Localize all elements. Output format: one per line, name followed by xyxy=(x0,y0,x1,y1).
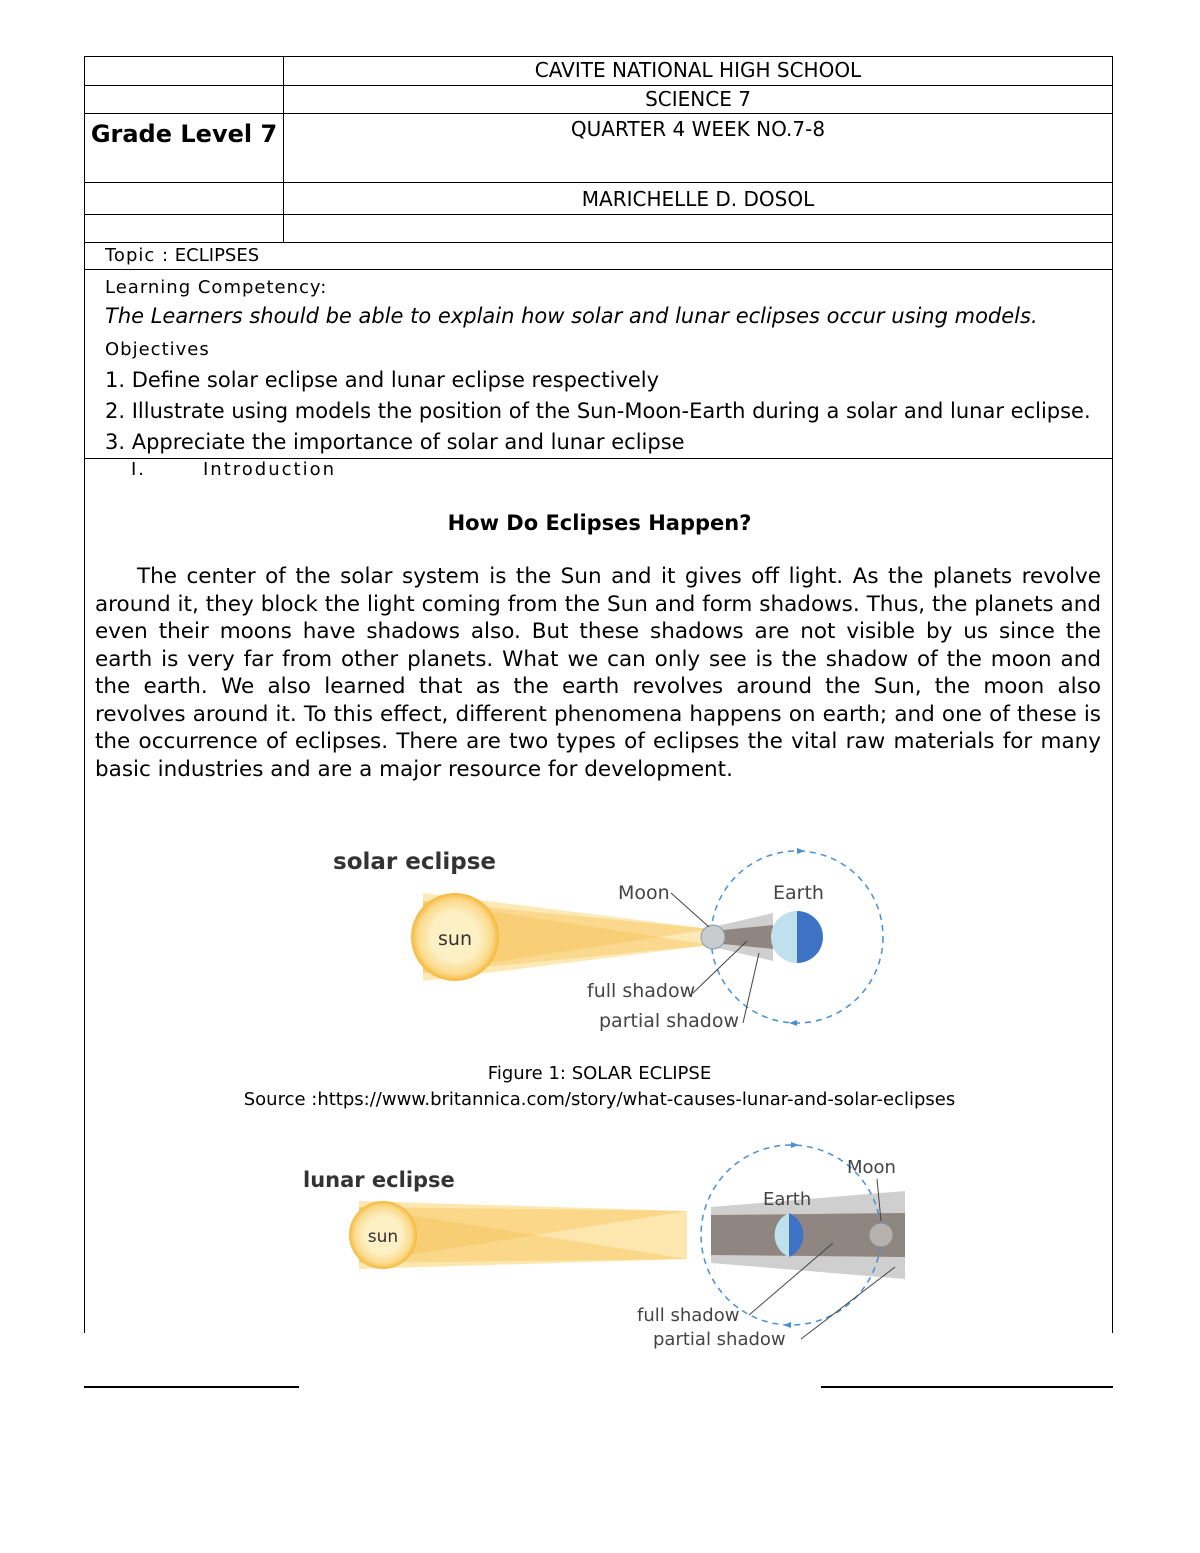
table-bottom-border xyxy=(821,1386,1113,1388)
objective-item: 3. Appreciate the importance of solar and lunar eclipse xyxy=(105,430,685,454)
blank-cell xyxy=(284,215,1113,243)
figure-source: Source :https://www.britannica.com/story/what-causes-lunar-and-solar-eclipses xyxy=(243,1089,956,1110)
full-shadow-label: full shadow xyxy=(637,1305,740,1326)
competency-label: Learning Competency: xyxy=(105,277,328,298)
moon-label: Moon xyxy=(847,1157,896,1178)
topic-value: ECLIPSES xyxy=(174,245,260,266)
moon-label: Moon xyxy=(618,882,670,904)
blank-cell xyxy=(85,215,284,243)
orbit-arrow-icon xyxy=(789,1020,797,1026)
earth-icon xyxy=(771,911,797,963)
diagram-title: lunar eclipse xyxy=(303,1168,455,1192)
lunar-eclipse-diagram xyxy=(301,1139,896,1350)
topic-row xyxy=(85,243,1113,270)
competency-section xyxy=(85,270,1113,459)
blank-cell xyxy=(85,183,284,215)
introduction-section xyxy=(85,459,1113,1350)
objectives-label: Objectives xyxy=(105,339,210,360)
diagram-title: solar eclipse xyxy=(333,849,496,875)
subject-name: SCIENCE 7 xyxy=(284,86,1113,114)
teacher-name: MARICHELLE D. DOSOL xyxy=(284,183,1113,215)
section-heading: Introduction xyxy=(203,459,337,480)
earth-icon xyxy=(797,911,823,963)
quarter-week: QUARTER 4 WEEK NO.7-8 xyxy=(284,114,1113,183)
section-title: How Do Eclipses Happen? xyxy=(447,511,752,535)
figure-caption: Figure 1: SOLAR ECLIPSE xyxy=(487,1063,712,1084)
sun-label: sun xyxy=(367,1227,399,1247)
intro-paragraph: The center of the solar system is the Sun and it gives off light. As the planets revolve around it, they block the light coming from the Sun and form shadows. Thus, the planets and even their moons have shadows also. But these shadows are not visible by us since the earth is very far from other planets. What we can only see is the shadow of the moon and the earth. We also learned that as the earth revolves around the Sun, the moon also revolves around it. To this effect, different phenomena happens on earth; and one of these is the occurrence of eclipses. There are two types of eclipses the vital raw materials for many basic industries and are a major resource for development. xyxy=(95,564,1101,782)
solar-eclipse-diagram xyxy=(331,833,891,1032)
grade-level: Grade Level 7 xyxy=(85,114,284,183)
sun-label: sun xyxy=(438,928,472,950)
orbit-arrow-icon xyxy=(791,1142,799,1148)
introduction-heading xyxy=(131,459,336,480)
partial-shadow-label: partial shadow xyxy=(653,1329,786,1350)
orbit-arrow-icon xyxy=(783,1322,791,1328)
leader-line xyxy=(671,893,709,927)
topic-label: Topic : xyxy=(105,245,170,266)
earth-label: Earth xyxy=(763,1189,812,1210)
moon-icon xyxy=(701,925,725,949)
partial-shadow-label: partial shadow xyxy=(599,1010,740,1032)
leader-line xyxy=(801,1267,895,1339)
moon-icon xyxy=(869,1223,893,1247)
leader-line xyxy=(693,941,747,993)
competency-text: The Learners should be able to explain how solar and lunar eclipses occur using models. xyxy=(105,304,1038,328)
full-shadow-label: full shadow xyxy=(587,980,696,1002)
section-number: I. xyxy=(131,459,147,480)
table-bottom-border xyxy=(84,1386,299,1388)
school-name: CAVITE NATIONAL HIGH SCHOOL xyxy=(284,57,1113,86)
objective-item: 2. Illustrate using models the position of the Sun-Moon-Earth during a solar and lunar eclipse. xyxy=(105,399,1091,423)
blank-cell xyxy=(85,57,284,86)
objective-item: 1. Define solar eclipse and lunar eclipse respectively xyxy=(105,368,660,392)
earth-label: Earth xyxy=(773,882,824,904)
orbit-arrow-icon xyxy=(797,848,805,854)
lesson-header-table xyxy=(84,56,1113,1350)
blank-cell xyxy=(85,86,284,114)
